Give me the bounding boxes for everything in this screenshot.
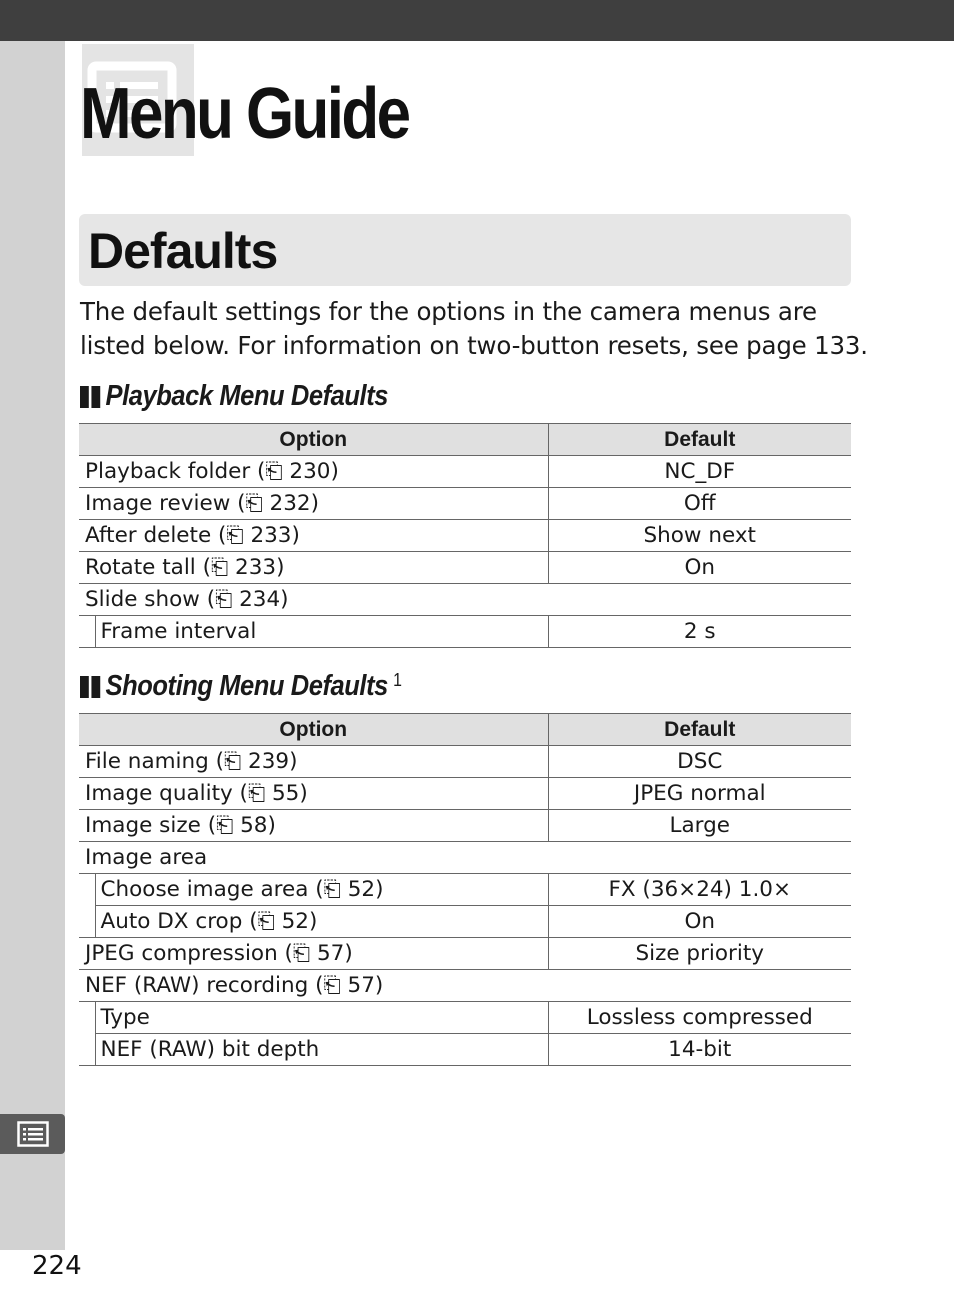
table-header-row [79, 424, 851, 456]
option-cell: Playback folder (⎗ 230) [79, 456, 548, 488]
option-cell: Image size (⎗ 58) [79, 810, 548, 842]
table-subrow [79, 874, 851, 906]
playback-defaults-table [79, 423, 851, 648]
default-cell: Lossless compressed [548, 1002, 851, 1034]
shooting-menu-heading [80, 670, 402, 703]
chapter-side-tab [0, 41, 65, 1250]
section-title: Defaults [88, 223, 278, 279]
table-subrow [79, 906, 851, 938]
table-row [79, 456, 851, 488]
shooting-defaults-table [79, 713, 851, 1066]
footnote-mark: 1 [393, 670, 402, 690]
table-subrow [79, 1034, 851, 1066]
playback-heading-text: Playback Menu Defaults [105, 380, 388, 412]
table-group-row [79, 584, 851, 616]
default-cell: Large [548, 810, 851, 842]
table-subrow [79, 616, 851, 648]
option-cell: Type [95, 1002, 548, 1034]
section-header [79, 214, 851, 286]
table-row [79, 746, 851, 778]
menu-list-icon [17, 1121, 49, 1147]
column-header-default: Default [548, 714, 851, 746]
table-row [79, 810, 851, 842]
table-row [79, 488, 851, 520]
table-row [79, 520, 851, 552]
table-group-row [79, 970, 851, 1002]
option-cell: JPEG compression (⎗ 57) [79, 938, 548, 970]
option-group-cell: Slide show (⎗ 234) [79, 584, 851, 616]
default-cell: On [548, 552, 851, 584]
shooting-heading-text: Shooting Menu Defaults [105, 670, 388, 702]
default-cell: Show next [548, 520, 851, 552]
page-number: 224 [32, 1251, 82, 1281]
default-cell: JPEG normal [548, 778, 851, 810]
option-cell: Auto DX crop (⎗ 52) [95, 906, 548, 938]
option-cell: Rotate tall (⎗ 233) [79, 552, 548, 584]
option-cell: Frame interval [95, 616, 548, 648]
default-cell: NC_DF [548, 456, 851, 488]
table-row [79, 552, 851, 584]
default-cell: Off [548, 488, 851, 520]
default-cell: DSC [548, 746, 851, 778]
table-subrow [79, 1002, 851, 1034]
column-header-default: Default [548, 424, 851, 456]
table-header-row [79, 714, 851, 746]
default-cell: 14-bit [548, 1034, 851, 1066]
default-cell: 2 s [548, 616, 851, 648]
option-group-cell: NEF (RAW) recording (⎗ 57) [79, 970, 851, 1002]
column-header-option: Option [79, 424, 548, 456]
heading-marker-icon [80, 676, 100, 698]
option-cell: Choose image area (⎗ 52) [95, 874, 548, 906]
option-cell: Image quality (⎗ 55) [79, 778, 548, 810]
menu-guide-tab-badge[interactable] [0, 1114, 65, 1154]
table-row [79, 938, 851, 970]
option-cell: Image review (⎗ 232) [79, 488, 548, 520]
table-group-row [79, 842, 851, 874]
option-cell: After delete (⎗ 233) [79, 520, 548, 552]
option-group-cell: Image area [79, 842, 851, 874]
intro-paragraph: The default settings for the options in the camera menus are listed below. For information on two-button resets, see page 133. [80, 297, 868, 360]
default-cell: FX (36×24) 1.0× [548, 874, 851, 906]
default-cell: Size priority [548, 938, 851, 970]
chapter-title: Menu Guide [80, 74, 409, 154]
playback-menu-heading [80, 380, 388, 413]
default-cell: On [548, 906, 851, 938]
column-header-option: Option [79, 714, 548, 746]
option-cell: File naming (⎗ 239) [79, 746, 548, 778]
heading-marker-icon [80, 386, 100, 408]
top-bar [0, 0, 954, 41]
option-cell: NEF (RAW) bit depth [95, 1034, 548, 1066]
table-row [79, 778, 851, 810]
